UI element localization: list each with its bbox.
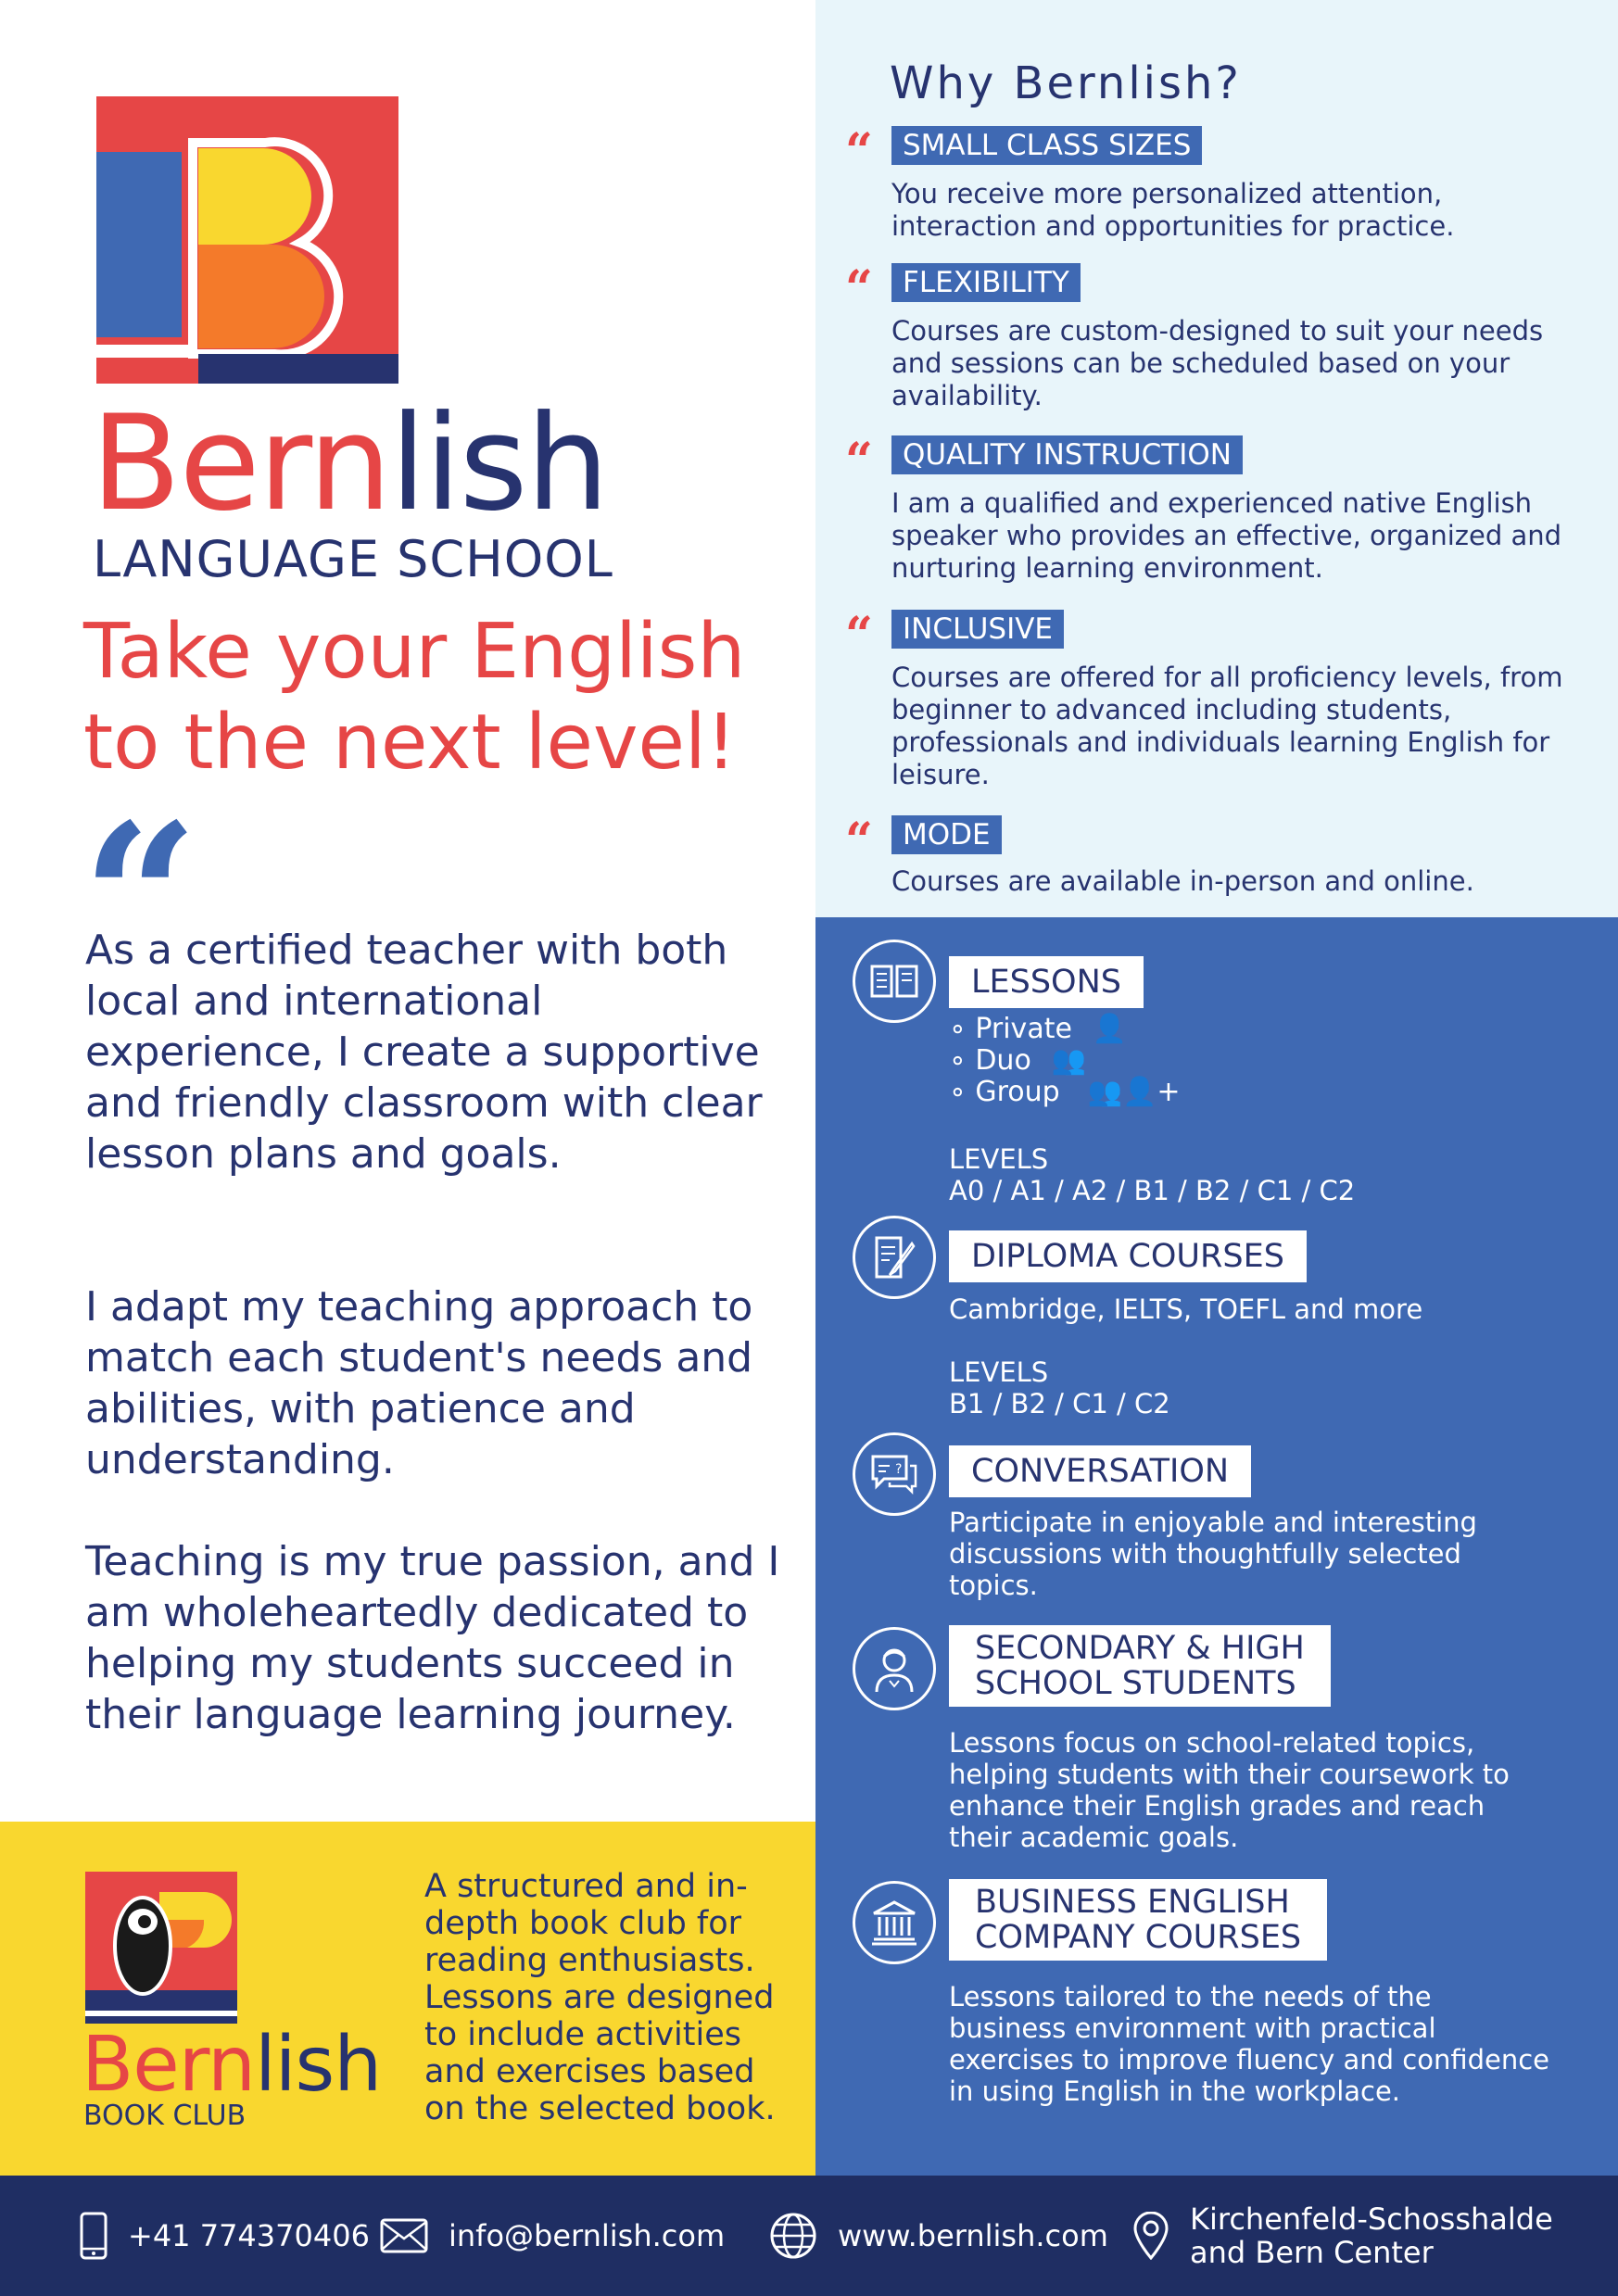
phone-icon bbox=[80, 2212, 107, 2260]
book-club-name-part2: lish bbox=[254, 2021, 382, 2109]
lessons-option-duo: ∘ Duo 👥 bbox=[949, 1044, 1087, 1077]
toucan-logo bbox=[85, 1872, 237, 2024]
why-title: Why Bernlish? bbox=[890, 57, 1242, 109]
book-icon bbox=[853, 940, 936, 1023]
why-text-inclusive: Courses are offered for all proficiency levels, from beginner to advanced including students, professionals and individuals learning English for leisure. bbox=[891, 662, 1563, 790]
building-icon bbox=[853, 1881, 936, 1964]
headline-line2: to the next level! bbox=[83, 699, 737, 787]
group-icon: 👥👤 bbox=[1087, 1076, 1157, 1108]
intro-paragraph-3: Teaching is my true passion, and I am wholeheartedly dedicated to helping my students succeed in their language learning journey. bbox=[85, 1538, 780, 1738]
footer-phone[interactable] bbox=[80, 2176, 370, 2296]
why-label-small-class: SMALL CLASS SIZES bbox=[891, 126, 1202, 165]
brand-subtitle: LANGUAGE SCHOOL bbox=[93, 530, 613, 588]
group-plus: + bbox=[1157, 1076, 1181, 1108]
phone-number[interactable]: +41 774370406 bbox=[128, 2218, 370, 2253]
why-label-quality: QUALITY INSTRUCTION bbox=[891, 435, 1243, 474]
student-icon bbox=[853, 1627, 936, 1710]
certificate-icon bbox=[853, 1216, 936, 1299]
brand-name-part1: Bern bbox=[91, 387, 390, 540]
location-line2: and Bern Center bbox=[1190, 2235, 1434, 2270]
diploma-text: Cambridge, IELTS, TOEFL and more bbox=[949, 1293, 1423, 1325]
footer-website[interactable] bbox=[769, 2176, 1108, 2296]
conversation-label: CONVERSATION bbox=[949, 1445, 1251, 1497]
globe-icon bbox=[769, 2212, 817, 2260]
business-label bbox=[949, 1879, 1327, 1961]
quote-icon: “ bbox=[845, 607, 873, 663]
secondary-text: Lessons focus on school-related topics, helping students with their coursework to enhance their English grades and reach their academic goals. bbox=[949, 1727, 1510, 1853]
why-text-mode: Courses are available in-person and online. bbox=[891, 865, 1474, 897]
lessons-option-duo-label: Duo bbox=[975, 1044, 1031, 1077]
why-text-quality: I am a qualified and experienced native English speaker who provides an effective, organized and nurturing learning environment. bbox=[891, 487, 1562, 584]
secondary-label bbox=[949, 1625, 1331, 1707]
student-glyph bbox=[871, 1644, 917, 1694]
chat-icon bbox=[853, 1432, 936, 1516]
lessons-label: LESSONS bbox=[949, 956, 1144, 1008]
intro-paragraph-2: I adapt my teaching approach to match each student's needs and abilities, with patience and understanding. bbox=[85, 1283, 753, 1483]
diploma-levels-label: LEVELS bbox=[949, 1356, 1049, 1388]
quote-mark-icon: “ bbox=[82, 778, 199, 1018]
brand-name bbox=[91, 387, 608, 540]
website-url[interactable]: www.bernlish.com bbox=[838, 2218, 1108, 2253]
quote-icon: “ bbox=[845, 433, 873, 489]
book-club-subtitle: BOOK CLUB bbox=[83, 2100, 246, 2132]
why-text-small-class: You receive more personalized attention, interaction and opportunities for practice. bbox=[891, 178, 1455, 242]
business-label-line1: BUSINESS ENGLISH bbox=[975, 1884, 1290, 1921]
business-label-line2: COMPANY COURSES bbox=[975, 1919, 1302, 1956]
headline-line1: Take your English bbox=[83, 608, 746, 696]
location-text bbox=[1190, 2202, 1553, 2269]
lessons-option-group-label: Group bbox=[975, 1076, 1060, 1108]
bernlish-logo bbox=[96, 96, 398, 398]
quote-icon: “ bbox=[845, 260, 873, 317]
secondary-label-line2: SCHOOL STUDENTS bbox=[975, 1665, 1296, 1702]
book-club-name-part1: Bern bbox=[82, 2021, 255, 2109]
diploma-levels: B1 / B2 / C1 / C2 bbox=[949, 1388, 1170, 1419]
location-line1: Kirchenfeld-Schosshalde bbox=[1190, 2201, 1553, 2237]
lessons-option-private-label: Private bbox=[975, 1013, 1072, 1045]
lessons-option-private: ∘ Private 👤 bbox=[949, 1013, 1128, 1045]
why-label-inclusive: INCLUSIVE bbox=[891, 610, 1064, 649]
lessons-options bbox=[949, 1014, 1181, 1108]
footer-location bbox=[1132, 2176, 1553, 2296]
person-icon: 👤 bbox=[1092, 1013, 1128, 1045]
book-club-name bbox=[82, 2021, 382, 2109]
chat-glyph bbox=[869, 1453, 919, 1495]
conversation-text: Participate in enjoyable and interesting discussions with thoughtfully selected topics. bbox=[949, 1507, 1477, 1601]
why-text-flexibility: Courses are custom-designed to suit your needs and sessions can be scheduled based on your availability. bbox=[891, 315, 1544, 411]
why-label-flexibility: FLEXIBILITY bbox=[891, 263, 1081, 302]
svg-text:?: ? bbox=[895, 1462, 903, 1477]
intro-paragraph-1: As a certified teacher with both local and international experience, I create a supportive and friendly classroom with clear lesson plans and goals. bbox=[85, 927, 763, 1178]
quote-icon: “ bbox=[845, 813, 873, 869]
email-address[interactable]: info@bernlish.com bbox=[449, 2218, 726, 2253]
book-club-description: A structured and in-depth book club for reading enthusiasts. Lessons are designed to include activities and exercises based on the selected book. bbox=[424, 1868, 776, 2127]
lessons-option-group: ∘ Group 👥👤+ bbox=[949, 1076, 1181, 1108]
why-label-mode: MODE bbox=[891, 815, 1002, 854]
headline bbox=[83, 607, 806, 788]
lessons-levels-label: LEVELS bbox=[949, 1143, 1049, 1175]
quote-icon: “ bbox=[845, 123, 873, 180]
book-glyph bbox=[869, 962, 919, 1001]
location-pin-icon bbox=[1132, 2212, 1169, 2260]
brand-name-part2: lish bbox=[389, 387, 608, 540]
building-glyph bbox=[870, 1899, 918, 1947]
footer-email[interactable] bbox=[380, 2176, 725, 2296]
two-people-icon: 👥 bbox=[1051, 1044, 1087, 1077]
lessons-levels: A0 / A1 / A2 / B1 / B2 / C1 / C2 bbox=[949, 1175, 1356, 1206]
business-text: Lessons tailored to the needs of the business environment with practical exercises to improve fluency and confidence in using English in the workplace. bbox=[949, 1981, 1550, 2107]
secondary-label-line1: SECONDARY & HIGH bbox=[975, 1630, 1305, 1667]
diploma-label: DIPLOMA COURSES bbox=[949, 1230, 1307, 1282]
email-icon bbox=[380, 2218, 428, 2253]
certificate-glyph bbox=[871, 1234, 917, 1280]
